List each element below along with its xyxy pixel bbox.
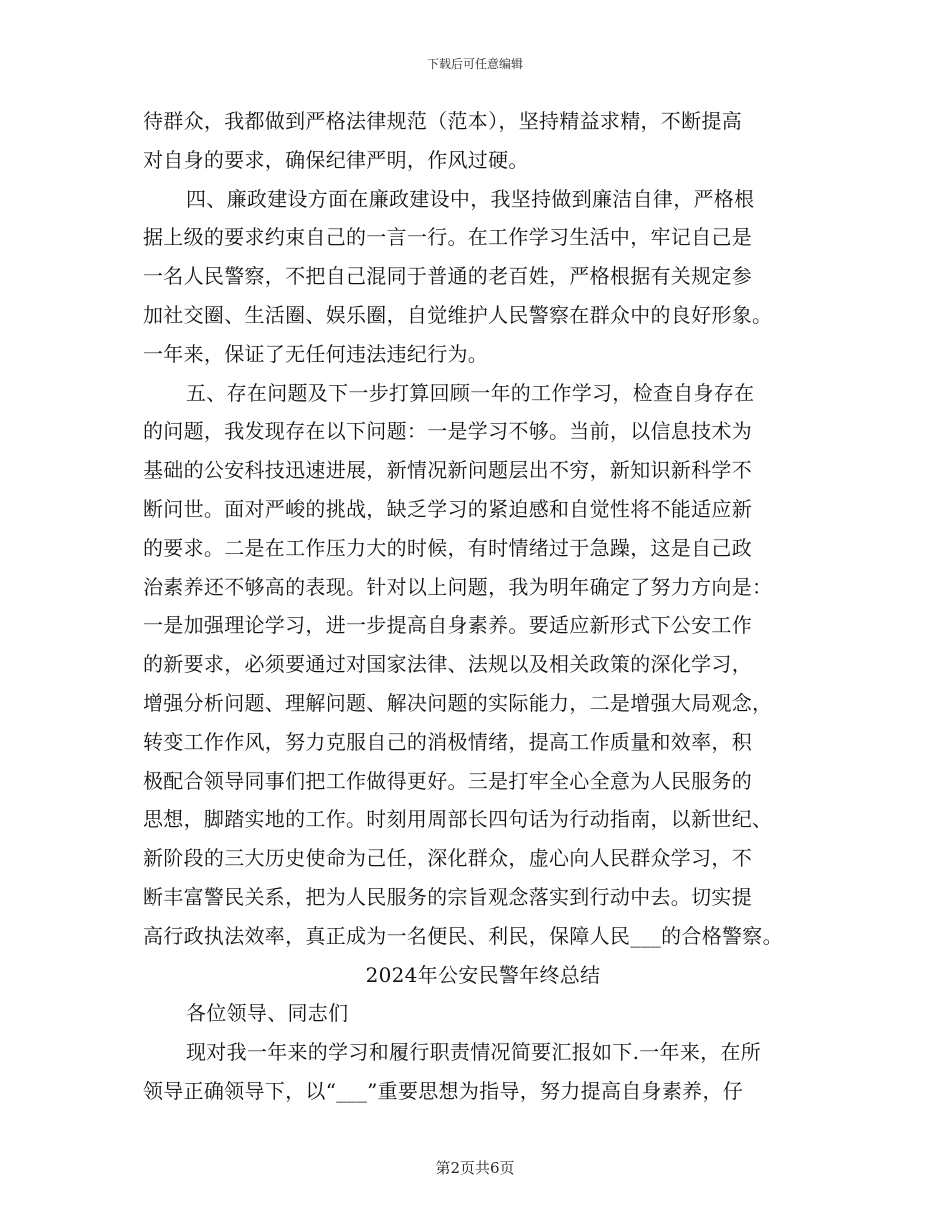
- text-line: 思想，脚踏实地的工作。时刻用周部长四句话为行动指南，以新世纪、: [143, 807, 773, 832]
- text-line: 待群众，我都做到严格法律规范（范本），坚持精益求精，不断提高: [143, 109, 742, 133]
- text-line: 一是加强理论学习，进一步提高自身素养。要适应新形式下公安工作: [143, 613, 752, 638]
- text-line: 断丰富警民关系，把为人民服务的宗旨观念落实到行动中去。切实提: [143, 884, 752, 909]
- text-line: 增强分析问题、理解问题、解决问题的实际能力，二是增强大局观念，: [143, 690, 773, 715]
- paragraph-start: 四、廉政建设方面在廉政建设中，我坚持做到廉洁自律，严格根: [186, 186, 755, 211]
- text-line: 对自身的要求，确保纪律严明，作风过硬。: [143, 147, 529, 172]
- text-line: 极配合领导同事们把工作做得更好。三是打牢全心全意为人民服务的: [143, 768, 752, 793]
- text-line: 基础的公安科技迅速进展，新情况新问题层出不穷，新知识新科学不: [143, 458, 752, 483]
- text-line: 一名人民警察，不把自己混同于普通的老百姓，严格根据有关规定参: [143, 264, 752, 289]
- text-line: 转变工作作风，努力克服自己的消极情绪，提高工作质量和效率，积: [143, 729, 752, 754]
- text-line: 高行政执法效率，真正成为一名便民、利民，保障人民___的合格警察。: [143, 923, 783, 948]
- text-line: 的问题，我发现存在以下问题：一是学习不够。当前，以信息技术为: [143, 419, 752, 444]
- document-body: [143, 102, 823, 1111]
- page-header-note: 下载后可任意编辑: [426, 57, 523, 71]
- text-line: 治素养还不够高的表现。针对以上问题，我为明年确定了努力方向是：: [143, 574, 773, 599]
- text-line: 的要求。二是在工作压力大的时候，有时情绪过于急躁，这是自己政: [143, 535, 752, 560]
- text-line: 断问世。面对严峻的挑战，缺乏学习的紧迫感和自觉性将不能适应新: [143, 496, 752, 521]
- document-title: 2024年公安民警年终总结: [365, 962, 601, 987]
- page-number: 第2页共6页: [435, 1159, 515, 1177]
- text-line: 一年来，保证了无任何违法违纪行为。: [143, 341, 489, 366]
- text-line: 领导正确领导下，以“___”重要思想为指导，努力提高自身素养，仔: [143, 1078, 744, 1103]
- text-line: 据上级的要求约束自己的一言一行。在工作学习生活中，牢记自己是: [143, 225, 752, 250]
- text-line: 的新要求，必须要通过对国家法律、法规以及相关政策的深化学习，: [143, 652, 752, 677]
- text-line: 新阶段的三大历史使命为己任，深化群众，虚心向人民群众学习，不: [143, 846, 752, 871]
- paragraph-start: 现对我一年来的学习和履行职责情况简要汇报如下.一年来，在所: [186, 1040, 762, 1065]
- salutation: 各位领导、同志们: [186, 1001, 349, 1026]
- text-line: 加社交圈、生活圈、娱乐圈，自觉维护人民警察在群众中的良好形象。: [143, 302, 773, 327]
- paragraph-start: 五、存在问题及下一步打算回顾一年的工作学习，检查自身存在: [186, 380, 755, 405]
